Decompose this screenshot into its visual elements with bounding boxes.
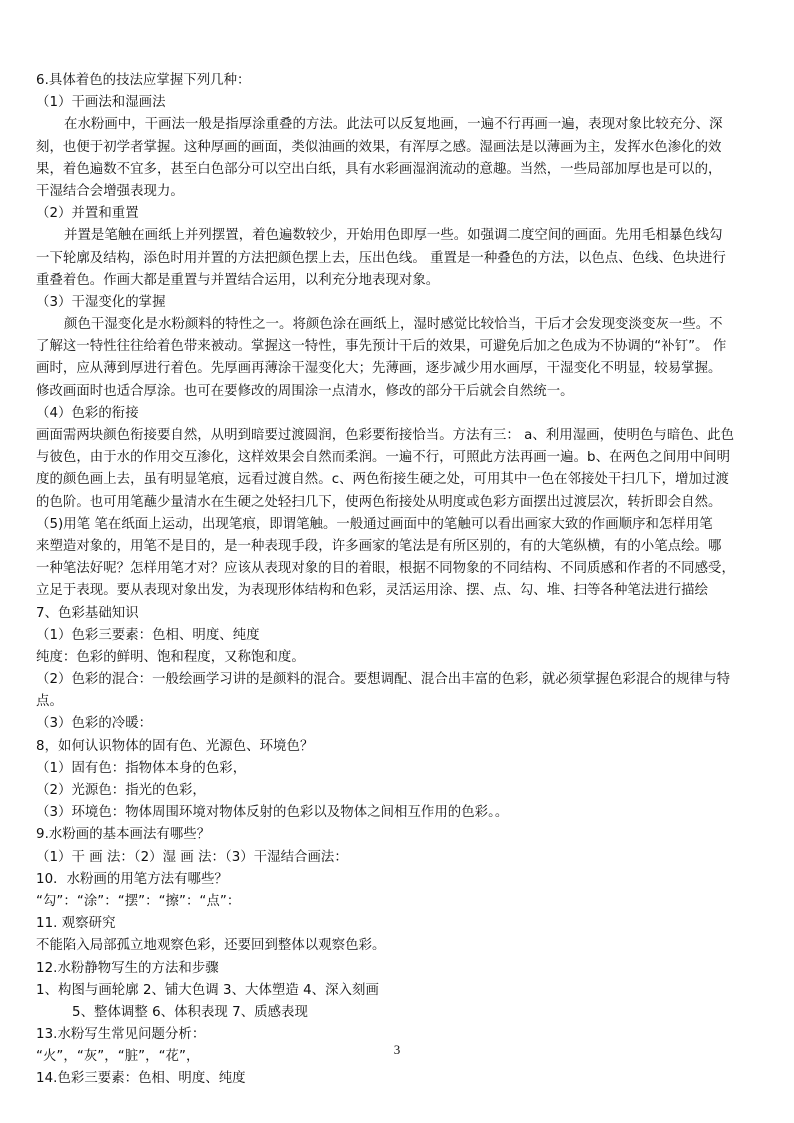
text-line: 立足于表现。要从表现对象出发，为表现形体结构和色彩，灵活运用涂、摆、点、勾、堆、扫等各种笔法进行描绘 xyxy=(36,583,709,599)
text-line: 6.具体着色的技法应掌握下列几种： xyxy=(36,73,251,88)
text-line: 8，如何认识物体的固有色、光源色、环境色？ xyxy=(36,738,314,754)
text-line: （1）干 画 法：（2）湿 画 法：（3）干湿结合画法： xyxy=(36,849,348,865)
text-line: 的色阶。也可用笔蘸少量清水在生硬之处轻扫几下，使两色衔接处从明度或色彩方面摆出过渡层次，转折即会自然。 xyxy=(36,494,722,510)
text-line: 14.色彩三要素：色相、明度、纯度 xyxy=(36,1071,246,1087)
text-line: 度的颜色画上去，虽有明显笔痕，远看过渡自然。c、两色衔接生硬之处，可用其中一色在邻接处干扫几下，增加过渡 xyxy=(36,472,729,488)
text-line: （3）色彩的冷暖： xyxy=(36,716,153,732)
text-line: 10．水粉画的用笔方法有哪些？ xyxy=(36,871,228,887)
text-line: 修改画面时也适合厚涂。也可在要修改的周围涂一点清水，修改的部分干后就会自然统一。 xyxy=(36,383,574,399)
text-line: （5)用笔 笔在纸面上运动，出现笔痕，即谓笔触。一般通过画面中的笔触可以看出画家大致的作画顺序和怎样用笔 xyxy=(36,516,713,532)
text-line: 来塑造对象的，用笔不是目的，是一种表现手段，许多画家的笔法是有所区别的，有的大笔纵横，有的小笔点绘。哪 xyxy=(36,538,722,554)
text-line: 12.水粉静物写生的方法和步骤 xyxy=(36,960,219,976)
text-line: 7、色彩基础知识 xyxy=(36,605,139,621)
text-line: 9.水粉画的基本画法有哪些？ xyxy=(36,827,211,843)
text-line: 与彼色，由于水的作用交互渗化，这样效果会自然而柔润。一遍不行，可照此方法再画一遍。b、在两色之间用中间明 xyxy=(36,450,731,466)
text-line: （1）色彩三要素：色相、明度、纯度 xyxy=(36,627,260,643)
text-line: 11. 观察研究 xyxy=(36,916,116,932)
text-line: 在水粉画中，干画法一般是指厚涂重叠的方法。此法可以反复地画，一遍不行再画一遍，表现对象比较充分、深 xyxy=(64,117,723,133)
text-line: 点。 xyxy=(36,694,63,710)
text-line: （3）干湿变化的掌握 xyxy=(36,294,166,310)
text-line: （3）环境色：物体周围环境对物体反射的色彩以及物体之间相互作用的色彩。。 xyxy=(36,805,509,821)
text-line: 一种笔法好呢？怎样用笔才对？应该从表现对象的目的着眼，根据不同物象的不同结构、不同质感和作者的不同感受， xyxy=(36,561,735,577)
text-line: 并置是笔触在画纸上并列摆置，着色遍数较少，开始用色即厚一些。如强调二度空间的画面。先用毛相暴色线勾 xyxy=(64,228,723,244)
text-line: （2）光源色：指光的色彩， xyxy=(36,783,206,798)
text-line: 5、整体调整 6、体积表现 7、质感表现 xyxy=(72,1004,308,1020)
text-line: （2）色彩的混合：一般绘画学习讲的是颜料的混合。要想调配、混合出丰富的色彩，就必须掌握色彩混合的规律与特 xyxy=(36,672,731,688)
document-body xyxy=(36,70,760,1091)
text-line: 刻，也便于初学者掌握。这种厚画的画面，类似油画的效果，有浑厚之感。湿画法是以薄画为主，发挥水色渗化的效 xyxy=(36,139,722,155)
text-line: （1）干画法和湿画法 xyxy=(36,95,166,111)
text-line: 一下轮廓及结构，添色时用并置的方法把颜色摆上去，压出色线。 重置是一种叠色的方法，以色点、色线、色块进行 xyxy=(36,250,726,266)
page-number: 3 xyxy=(393,1042,401,1057)
text-line: “火”，“灰”，“脏”，“花”， xyxy=(36,1049,200,1065)
text-line: “勾”：“涂”：“摆”：“擦”：“点”： xyxy=(36,893,241,909)
text-line: 画时，应从薄到厚进行着色。先厚画再薄涂干湿变化大；先薄画，逐步减少用水画厚，干湿变化不明显，较易掌握。 xyxy=(36,361,722,377)
text-line: 不能陷入局部孤立地观察色彩，还要回到整体以观察色彩。 xyxy=(36,938,386,954)
text-line: 果，着色遍数不宜多，甚至白色部分可以空出白纸，具有水彩画湿润流动的意趣。当然，一些局部加厚也是可以的， xyxy=(36,161,722,177)
text-line: 画面需两块颜色衔接要自然，从明到暗要过渡圆润，色彩要衔接恰当。方法有三： a、利用湿画，使明色与暗色、此色 xyxy=(36,428,735,443)
text-line: （4）色彩的衔接 xyxy=(36,405,139,421)
text-line: 了解这一特性往往给着色带来被动。掌握这一特性，事先预计干后的效果，可避免后加之色成为不协调的“补钉”。 作 xyxy=(36,339,727,355)
text-line: 干湿结合会增强表现力。 xyxy=(36,183,184,199)
text-line: 颜色干湿变化是水粉颜料的特性之一。将颜色涂在画纸上，湿时感觉比较恰当，干后才会发现变淡变灰一些。不 xyxy=(64,317,723,333)
text-line: 重叠着色。作画大都是重置与并置结合运用，以利充分地表现对象。 xyxy=(36,272,440,288)
text-line: 1、构图与画轮廓 2、铺大色调 3、大体塑造 4、深入刻画 xyxy=(36,982,379,998)
text-line: 纯度：色彩的鲜明、饱和程度，又称饱和度。 xyxy=(36,649,305,665)
text-line: 13.水粉写生常见问题分析： xyxy=(36,1027,206,1043)
text-line: （2）并置和重置 xyxy=(36,206,139,222)
text-line: （1）固有色：指物体本身的色彩， xyxy=(36,760,247,776)
